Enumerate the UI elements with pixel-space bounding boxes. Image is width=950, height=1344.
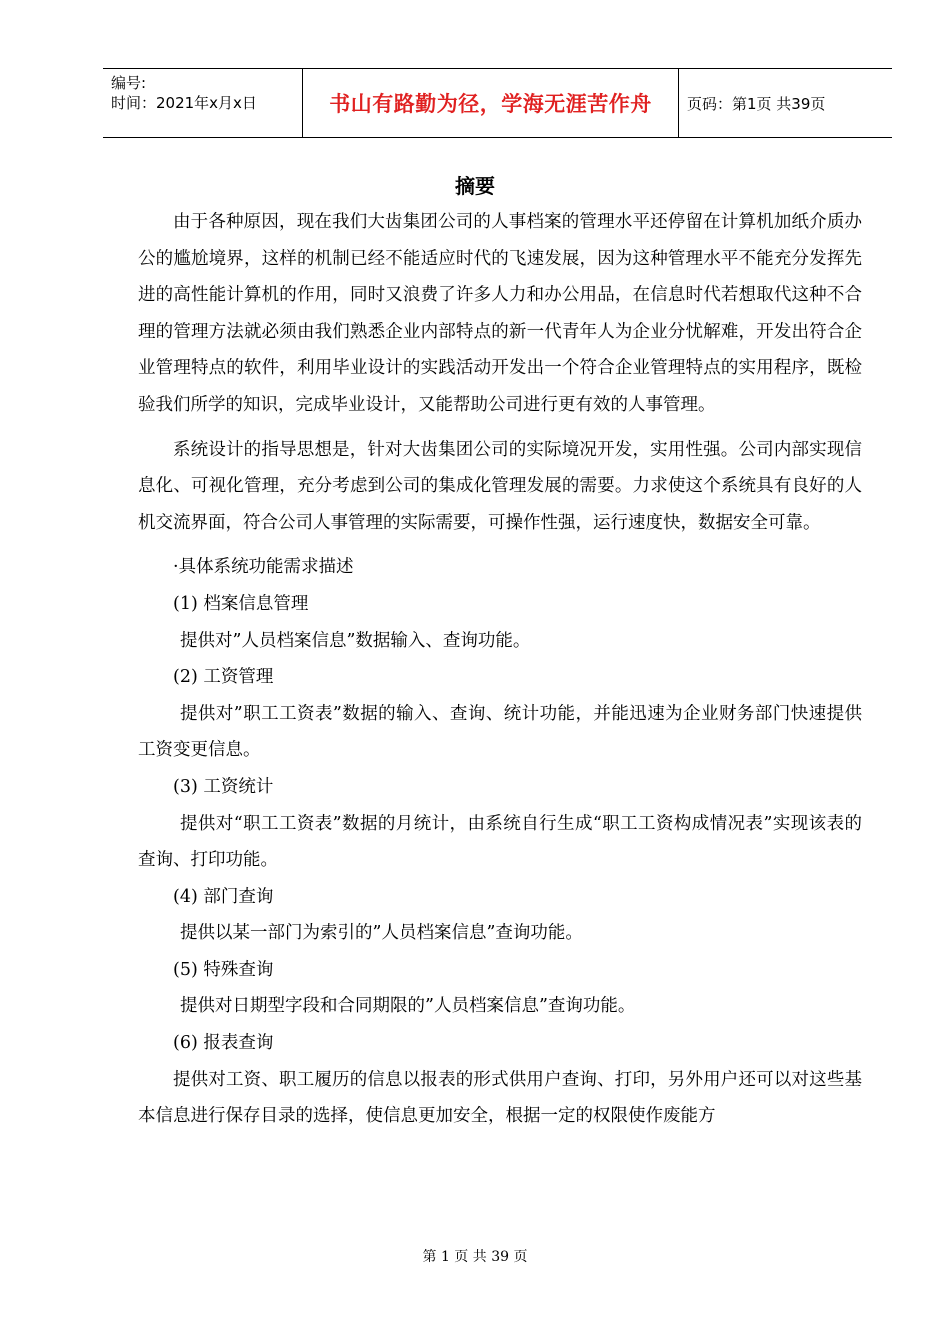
item-description: 提供对工资、职工履历的信息以报表的形式供用户查询、打印，另外用户还可以对这些基本信息进行保存目录的选择，使信息更加安全，根据一定的权限使作废能方 xyxy=(138,1069,862,1127)
item-description: 提供对日期型字段和合同期限的”人员档案信息”查询功能。 xyxy=(180,996,636,1017)
section-heading: ·具体系统功能需求描述 xyxy=(173,557,354,578)
header-page-info: 页码：第1页 共39页 xyxy=(687,94,826,113)
item-heading: (5) 特殊查询 xyxy=(173,959,274,980)
item-description: 提供以某一部门为索引的”人员档案信息”查询功能。 xyxy=(180,923,583,944)
item-description: 提供对“职工工资表”数据的月统计，由系统自行生成“职工工资构成情况表”实现该表的查询、打印功能。 xyxy=(138,813,862,871)
number-label: 编号: xyxy=(111,74,147,92)
header-motto: 书山有路勤为径，学海无涯苦作舟 xyxy=(303,69,679,137)
item-heading: (6) 报表查询 xyxy=(173,1033,274,1054)
paragraph: 由于各种原因，现在我们大齿集团公司的人事档案的管理水平还停留在计算机加纸介质办公的尴尬境界，这样的机制已经不能适应时代的飞速发展，因为这种管理水平不能充分发挥先进的高性能计算机的作用，同时又浪费了许多人力和办公用品，在信息时代若想取代这种不合理的管理方法就必须由我们熟悉企业内部特点的新一代青年人为企业分忧解难，开发出符合企业管理特点的软件，利用毕业设计的实践活动开发出一个符合企业管理特点的实用程序，既检验我们所学的知识，完成毕业设计，又能帮助公司进行更有效的人事管理。 xyxy=(138,212,862,415)
item-heading: (2) 工资管理 xyxy=(173,667,274,688)
item-heading: (3) 工资统计 xyxy=(173,776,274,797)
paragraph: 系统设计的指导思想是，针对大齿集团公司的实际境况开发，实用性强。公司内部实现信息化、可视化管理，充分考虑到公司的集成化管理发展的需要。力求使这个系统具有良好的人机交流界面，符合公司人事管理的实际需要，可操作性强，运行速度快，数据安全可靠。 xyxy=(138,439,862,533)
time-label: 时间：2021年x月x日 xyxy=(111,94,257,112)
page-header xyxy=(103,68,892,138)
page-title: 摘要 xyxy=(455,174,495,198)
item-heading: (1) 档案信息管理 xyxy=(173,593,309,614)
item-description: 提供对”职工工资表”数据的输入、查询、统计功能，并能迅速为企业财务部门快速提供工资变更信息。 xyxy=(138,703,862,761)
header-meta-cell xyxy=(103,69,303,137)
page-footer: 第 1 页 共 39 页 xyxy=(422,1249,528,1265)
item-description: 提供对”人员档案信息”数据输入、查询功能。 xyxy=(180,630,531,651)
document-body xyxy=(138,204,862,1135)
item-heading: (4) 部门查询 xyxy=(173,886,274,907)
